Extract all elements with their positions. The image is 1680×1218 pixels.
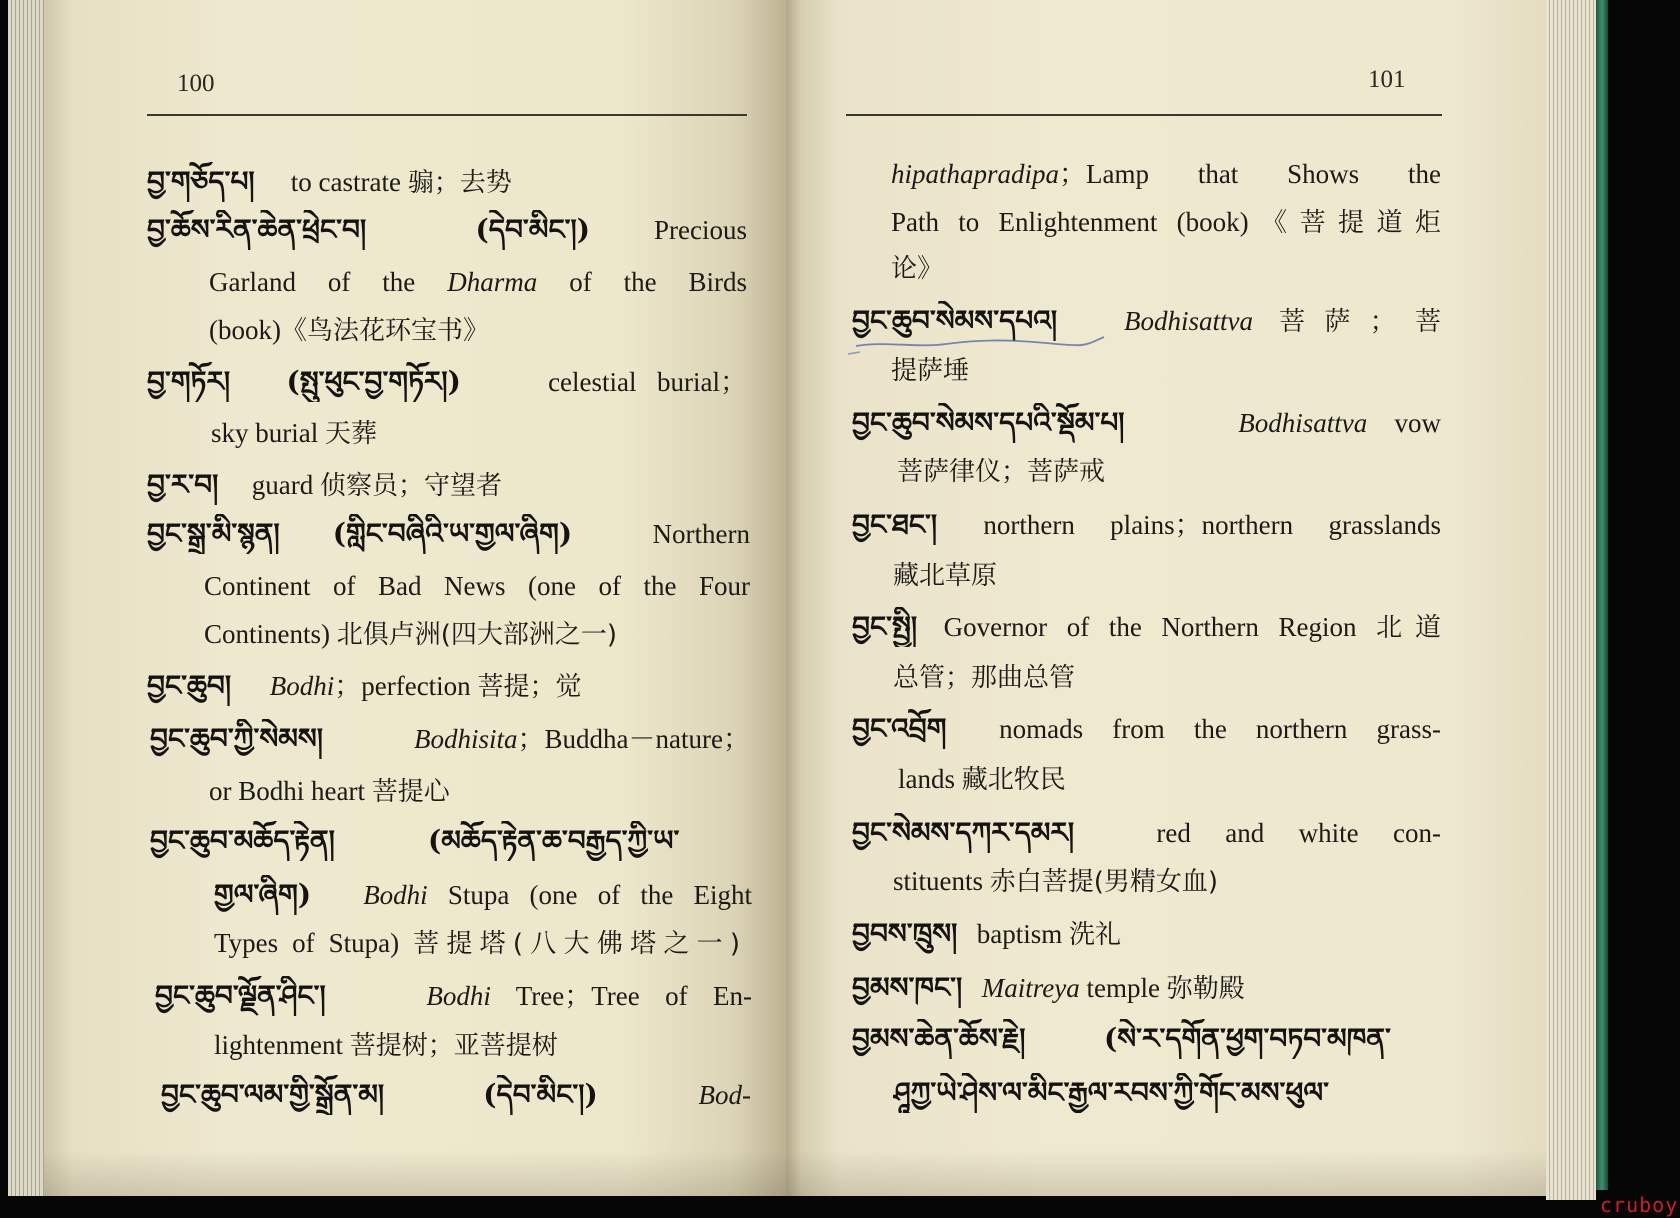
tibetan-headword: བྱང་འབྲོག [852, 712, 947, 745]
tibetan-headword: བྱབས་ཁྲུས། [852, 917, 958, 950]
english-gloss-italic: Bodhisattva [1238, 408, 1368, 438]
tibetan-headword: བྱ་ཆོས་རིན་ཆེན་ཕྲེང་བ། [147, 213, 367, 246]
english-gloss: northern plains；northern grasslands [983, 510, 1441, 540]
text-line [147, 162, 747, 202]
english-gloss: Governor of the Northern Region [943, 612, 1357, 642]
english-gloss: Northern [652, 519, 750, 549]
english-gloss-italic: hipathapradipa [891, 159, 1060, 189]
text-line [150, 821, 755, 861]
english-gloss-italic: Bodhi [363, 880, 428, 910]
text-line [852, 914, 1441, 954]
english-gloss: Tree；Tree of En- [515, 981, 752, 1011]
tibetan-note: (སྤུ་ཕུང་བྱ་གཏོར།) [286, 365, 461, 398]
english-gloss-italic: Bodhisita [414, 724, 518, 754]
english-gloss: Path to Enlightenment (book) [891, 207, 1249, 237]
tibetan-note: (གླིང་བཞིའི་ཡ་གྱལ་ཞིག) [332, 517, 573, 550]
text-line [214, 923, 740, 963]
text-line [147, 465, 747, 505]
chinese-gloss: 菩提；觉 [477, 672, 582, 702]
tibetan-headword: བྱང་ཆུབ་སེམས་དཔའ། [852, 304, 1058, 337]
english-gloss: Garland of the [209, 267, 416, 297]
text-line [893, 1073, 1441, 1113]
tibetan-headword: བྱང་སྤྱི། [852, 610, 918, 643]
english-gloss: or Bodhi heart [209, 776, 365, 806]
english-gloss: Continent of Bad News (one of the Four [204, 571, 750, 601]
tibetan-note: ཤཱཀྱ་ཡེ་ཤེས་ལ་མིང་རྒྱལ་རབས་ཀྱི་གོང་མས་ཕུལ་ [893, 1076, 1329, 1109]
chinese-gloss: 菩提树；亚菩提树 [349, 1031, 558, 1061]
tibetan-headword: བྱ་གཏོར། [147, 365, 231, 398]
chinese-gloss: 菩萨；菩 [1279, 307, 1441, 337]
header-rule-right [846, 114, 1442, 116]
chinese-gloss: 论》 [891, 254, 944, 284]
text-line [147, 362, 747, 402]
english-gloss: celestial burial； [548, 367, 747, 397]
tibetan-note: གྱལ་ཞིག) [214, 878, 312, 911]
text-line [852, 505, 1441, 545]
text-line [161, 1075, 751, 1115]
chinese-gloss: 弥勒殿 [1166, 974, 1245, 1004]
english-gloss: sky burial [211, 418, 319, 448]
english-gloss-italic: Dharma [447, 267, 538, 297]
left-page-edges [8, 0, 45, 1196]
chinese-gloss: 总管；那曲总管 [893, 663, 1076, 693]
tibetan-note: (དེབ་མིང་།) [475, 213, 590, 246]
tibetan-headword: བྱང་ཆུབ་ལྗོན་ཤིང་། [155, 979, 326, 1012]
text-line [211, 413, 747, 453]
text-line [852, 968, 1441, 1008]
tibetan-note: (དེབ་མིང་།) [483, 1078, 598, 1111]
text-line [852, 403, 1441, 443]
text-line [155, 976, 752, 1016]
english-gloss: Precious [654, 215, 747, 245]
english-gloss: ；perfection [334, 671, 471, 701]
english-gloss: Types of Stupa) [214, 928, 400, 958]
text-line [204, 566, 750, 606]
english-gloss: Stupa (one of the Eight [447, 880, 752, 910]
text-line [209, 771, 747, 811]
tibetan-headword: བྱང་ཆུབ་ལམ་གྱི་སྒྲོན་མ། [161, 1078, 385, 1111]
text-line [891, 248, 1441, 288]
text-line [204, 614, 750, 654]
english-gloss: of the Birds [569, 267, 747, 297]
page-number-right: 101 [1368, 66, 1406, 93]
tibetan-note: (སེ་ར་དགོན་ཕྱག་བཏབ་མཁན་ [1104, 1022, 1391, 1055]
text-line [852, 607, 1441, 647]
text-line [214, 1025, 744, 1065]
english-gloss: ；Buddha－nature； [517, 724, 750, 754]
chinese-gloss: 《菩提道炬 [1248, 208, 1441, 238]
text-line [209, 310, 747, 350]
text-line [891, 154, 1441, 194]
english-gloss: lands [898, 764, 955, 794]
text-line [150, 719, 750, 759]
text-line [891, 202, 1441, 242]
text-line [897, 451, 1441, 491]
chinese-gloss: 提萨埵 [891, 356, 970, 386]
text-line [898, 759, 1441, 799]
tibetan-headword: བྱམས་ཁང་། [852, 971, 963, 1004]
chinese-gloss: 北俱卢洲(四大部洲之一) [336, 620, 618, 650]
text-line [147, 210, 747, 250]
chinese-gloss: 藏北牧民 [961, 765, 1066, 795]
english-gloss: red and white con- [1156, 818, 1441, 848]
english-gloss-italic: Bodhi [269, 671, 335, 701]
tibetan-note: (མཆོད་རྟེན་ཆ་བརྒྱད་ཀྱི་ཡ་ [428, 824, 680, 857]
english-gloss-italic: Bod- [698, 1080, 751, 1110]
english-gloss: to castrate [290, 167, 401, 197]
chinese-gloss: 天葬 [325, 419, 378, 449]
text-line [852, 1019, 1441, 1059]
english-gloss: Continents) [204, 619, 330, 649]
tibetan-headword: བྱང་ཆུབ་མཆོད་རྟེན། [150, 824, 335, 857]
english-gloss: ；Lamp that Shows the [1059, 159, 1441, 189]
chinese-gloss: 藏北草原 [893, 561, 998, 591]
tibetan-headword: བྱང་ཐང་། [852, 508, 938, 541]
header-rule-left [147, 114, 747, 116]
chinese-gloss: 骟；去势 [407, 168, 512, 198]
text-line [893, 657, 1441, 697]
chinese-gloss: 赤白菩提(男精女血) [989, 867, 1219, 897]
text-line [147, 666, 747, 706]
page-number-left: 100 [177, 70, 215, 97]
pen-underline-mark [846, 326, 1116, 360]
english-gloss-italic: Bodhi [426, 981, 491, 1011]
english-gloss: nomads from the northern grass- [999, 714, 1441, 744]
text-line [852, 813, 1441, 853]
text-line [893, 861, 1441, 901]
chinese-gloss: 菩萨律仪；菩萨戒 [897, 457, 1106, 487]
english-gloss: baptism [976, 919, 1063, 949]
tibetan-headword: བྱང་སྒྲ་མི་སྙན། [147, 517, 280, 550]
chinese-gloss: 侦察员；守望者 [319, 471, 502, 501]
english-gloss: (book) [209, 315, 281, 345]
tibetan-headword: བྱང་ཆུབ་ཀྱི་སེམས། [150, 722, 324, 755]
chinese-gloss: 《鸟法花环宝书》 [280, 316, 489, 346]
page-bottom-shadow [44, 1150, 1546, 1196]
green-cover-edge [1596, 0, 1608, 1190]
english-gloss: guard [251, 470, 314, 500]
english-gloss: lightenment [214, 1030, 343, 1060]
tibetan-headword: བྱམས་ཆེན་ཆོས་རྗེ། [852, 1022, 1026, 1055]
tibetan-headword: བྱང་ཆུབ་སེམས་དཔའི་སྡོམ་པ། [852, 406, 1125, 439]
tibetan-headword: བྱང་སེམས་དཀར་དམར། [852, 816, 1075, 849]
english-gloss-italic: Bodhisattva [1124, 306, 1254, 336]
english-gloss: stituents [893, 866, 984, 896]
right-page-edges [1546, 0, 1596, 1200]
text-line [209, 262, 747, 302]
chinese-gloss: 洗礼 [1069, 920, 1122, 950]
tibetan-headword: བྱ་གཅོད་པ། [147, 165, 255, 198]
watermark: cruboy [1600, 1193, 1679, 1217]
text-line [852, 709, 1441, 749]
english-gloss-italic: Maitreya [981, 973, 1080, 1003]
tibetan-headword: བྱ་ར་བ། [147, 468, 219, 501]
text-line [214, 875, 752, 915]
chinese-gloss: 北道 [1376, 613, 1441, 643]
chinese-gloss: 菩提心 [371, 777, 450, 807]
english-gloss: temple [1086, 973, 1160, 1003]
tibetan-headword: བྱང་ཆུབ། [147, 669, 232, 702]
english-gloss: vow [1394, 408, 1441, 438]
text-line [147, 514, 750, 554]
text-line [893, 555, 1441, 595]
chinese-gloss: 菩提塔(八大佛塔之一) [413, 929, 740, 959]
